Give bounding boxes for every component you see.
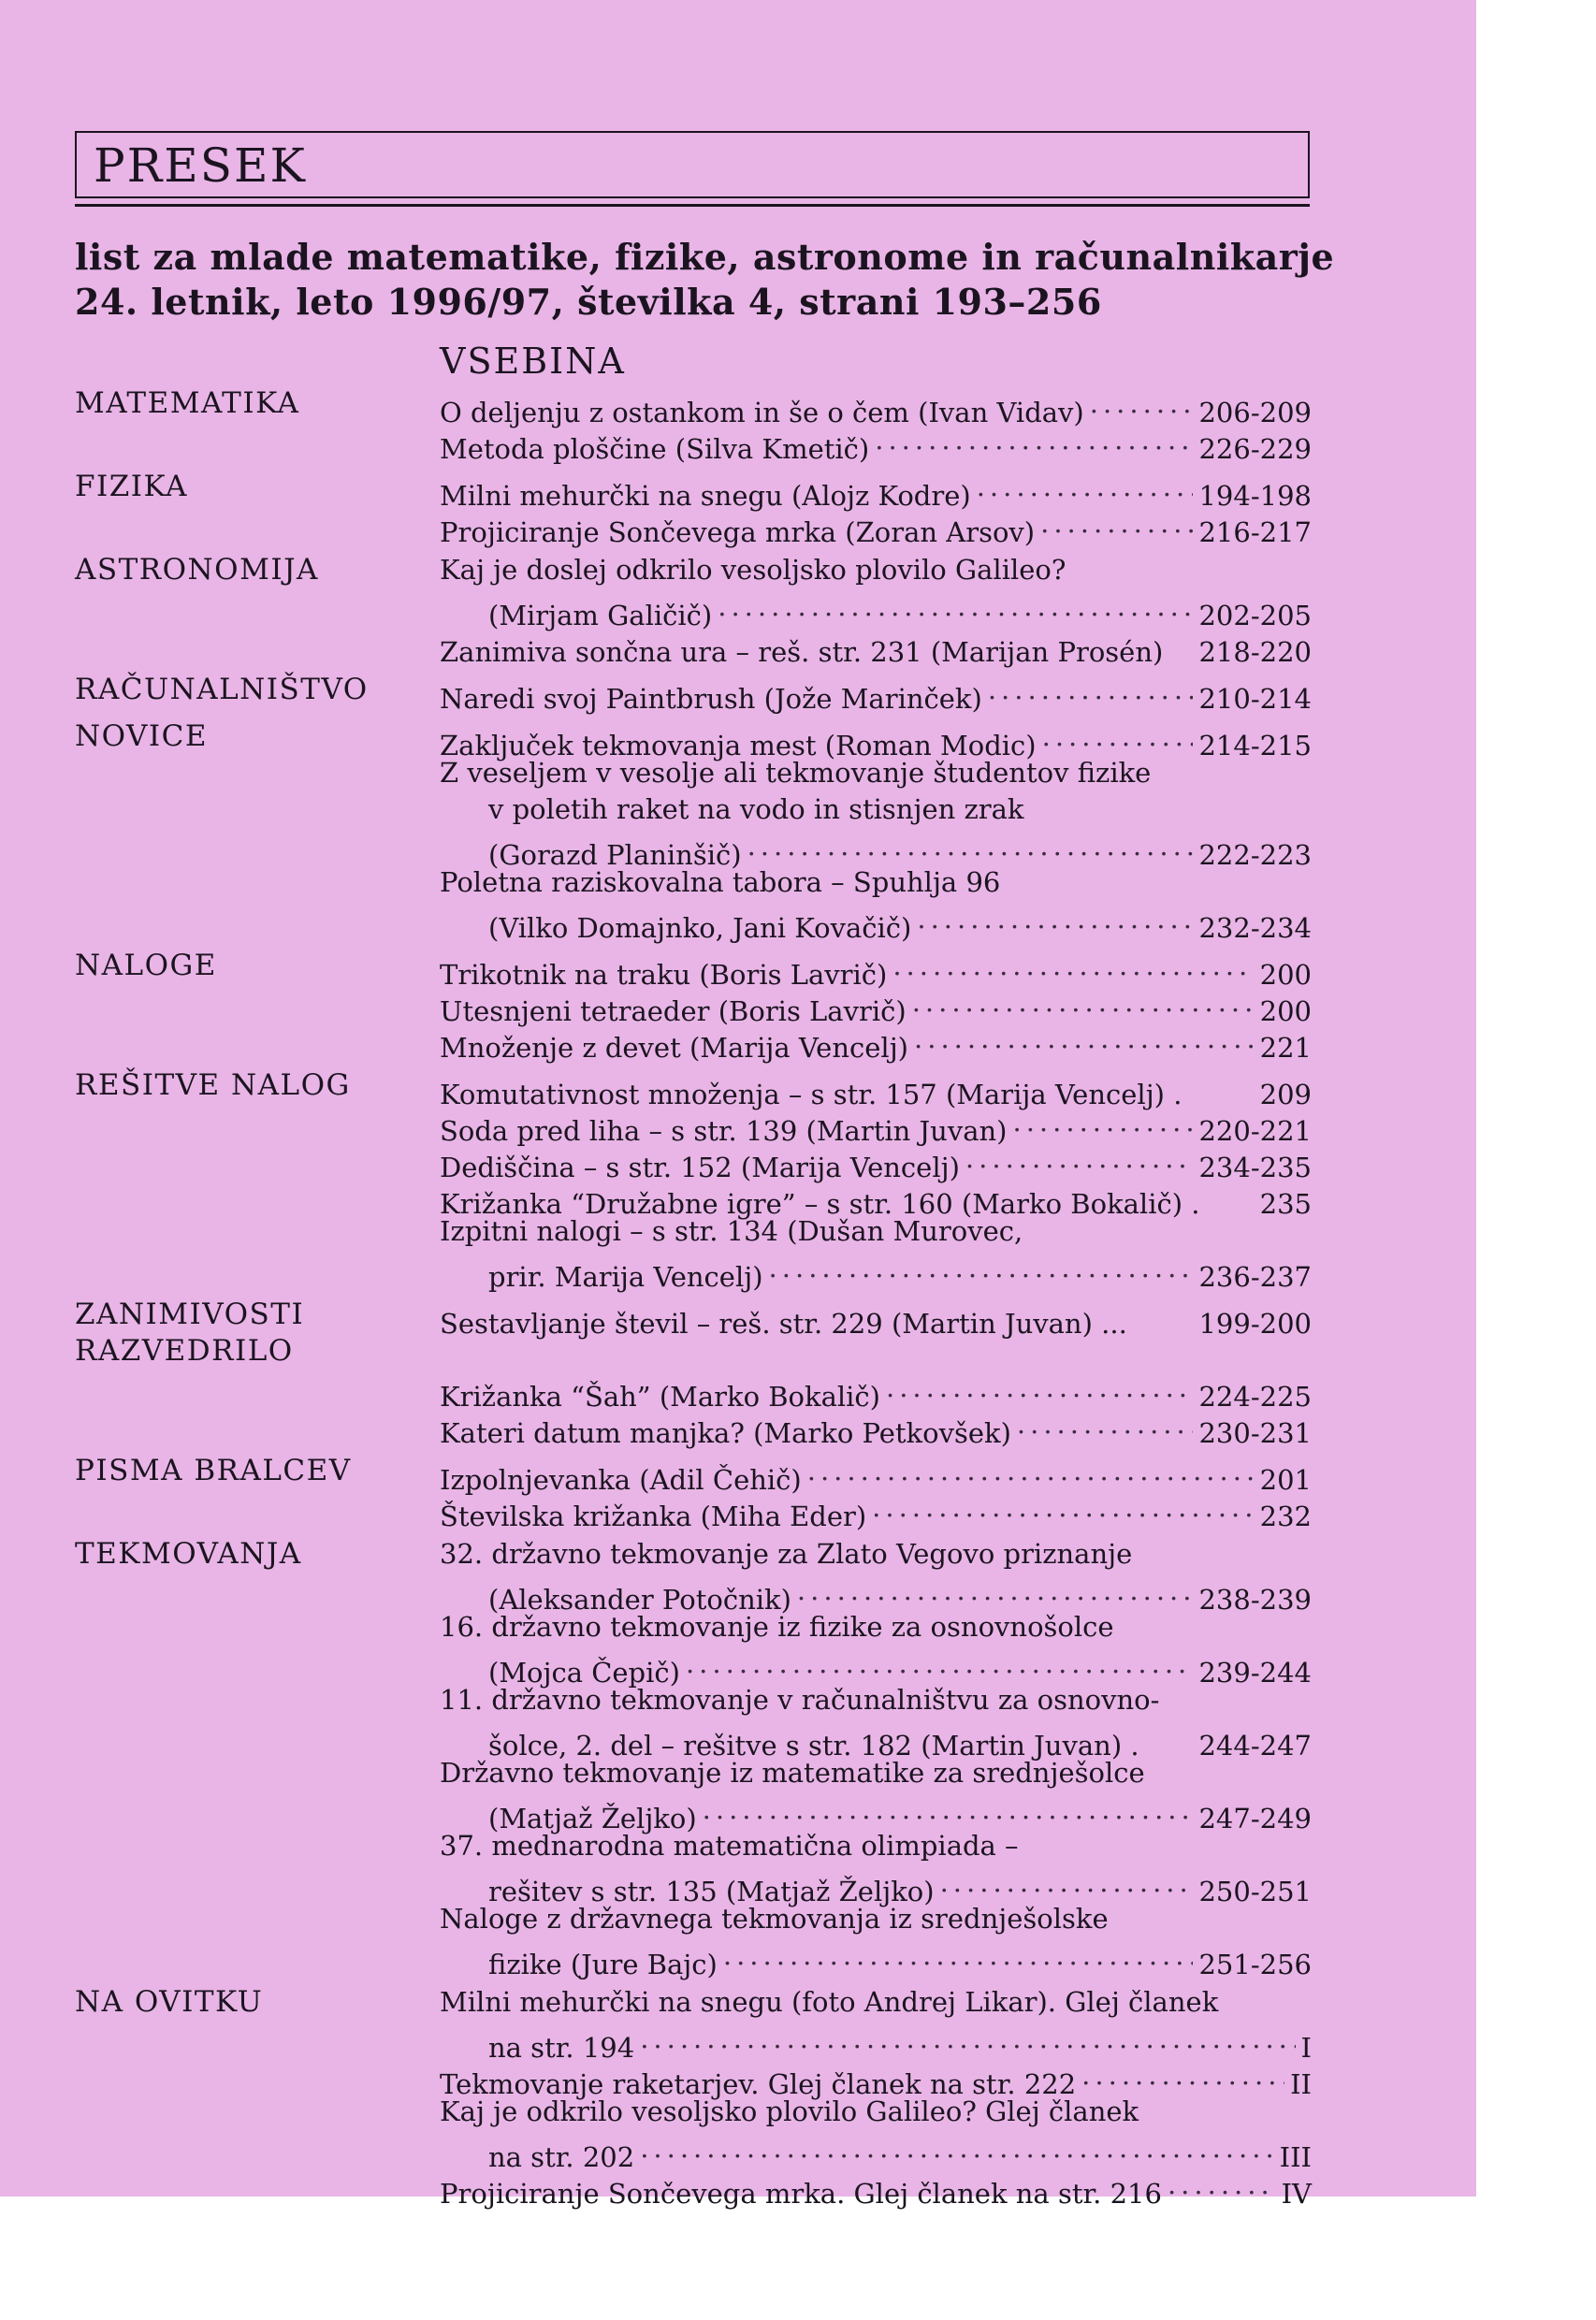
dot-leader [1040, 505, 1193, 542]
page-range: 210-214 [1198, 683, 1312, 715]
toc-row [75, 552, 1312, 631]
page-range: 247-249 [1198, 1803, 1312, 1834]
toc-row [75, 1177, 1312, 1220]
page-range: 216-217 [1198, 516, 1312, 548]
section-label: ZANIMIVOSTI [75, 1298, 305, 1331]
dot-leader [977, 469, 1194, 505]
entry-line [440, 505, 1312, 548]
entry-title-text: Milni mehurčki na snegu (foto Andrej Likar). Glej članek [440, 1986, 1219, 2018]
page-range: 230-231 [1198, 1417, 1312, 1449]
entry-title-text: Izpolnjevanka (Adil Čehič) [440, 1464, 802, 1496]
entry-title-text: 16. državno tekmovanje iz fizike za osnovnošolce [440, 1611, 1114, 1643]
dot-leader [723, 1937, 1194, 1974]
dot-leader [917, 901, 1193, 937]
page-range: 206-209 [1198, 397, 1312, 428]
page-range: 224-225 [1198, 1381, 1312, 1413]
toc-entry [440, 505, 1312, 548]
entry-title-text: Številska križanka (Miha Eder) [440, 1501, 867, 1532]
toc-entry [440, 1067, 1312, 1110]
entry-line [440, 1682, 1312, 1718]
dot-leader [1090, 385, 1194, 422]
toc-entry [440, 672, 1312, 715]
dot-leader [1042, 718, 1194, 755]
entry-line [440, 1791, 1312, 1834]
entry-line [440, 1177, 1312, 1220]
toc-entry [440, 1828, 1312, 1907]
entry-title-text: Državno tekmovanje iz matematike za srednješolce [440, 1757, 1145, 1789]
entry-line [440, 1140, 1312, 1183]
section-label: PISMA BRALCEV [75, 1454, 352, 1487]
section-label: MATEMATIKA [75, 386, 300, 420]
page-range: 226-229 [1198, 433, 1312, 465]
entry-line [440, 2021, 1312, 2064]
toc-row [75, 2094, 1312, 2173]
page-range: 202-205 [1198, 600, 1312, 631]
toc-row [75, 1213, 1312, 1293]
entry-line [440, 864, 1312, 901]
toc-row [75, 1536, 1312, 1616]
entry-line [440, 1609, 1312, 1646]
entry-line [440, 1536, 1312, 1573]
entry-title-text: Z veseljem v vesolje ali tekmovanje študentov fizike [440, 757, 1152, 789]
entry-line [440, 469, 1312, 512]
entry-title-text: Sestavljanje števil – reš. str. 229 (Martin Juvan) ... [440, 1308, 1127, 1340]
toc-entry [440, 2167, 1312, 2210]
entry-title-text: Križanka “Šah” (Marko Bokalič) [440, 1381, 880, 1413]
page-range: III [1279, 2141, 1312, 2173]
entry-title-text: 37. mednarodna matematična olimpiada – [440, 1830, 1019, 1862]
entry-title-text: Komutativnost množenja – s str. 157 (Marija Vencelj) . [440, 1079, 1182, 1110]
dot-leader [1017, 1406, 1194, 1443]
entry-line [440, 588, 1312, 631]
dot-leader [914, 1021, 1255, 1057]
entry-title-text: fizike (Jure Bajc) [488, 1949, 718, 1980]
entry-title-text: Kaj je doslej odkrilo vesoljsko plovilo Galileo? [440, 554, 1066, 586]
page-range: 200 [1259, 959, 1312, 991]
toc-entry [440, 1213, 1312, 1293]
entry-line [440, 1067, 1312, 1110]
entry-line [440, 755, 1312, 791]
toc-row [75, 625, 1312, 668]
entry-line [440, 1406, 1312, 1449]
toc-entry [440, 1453, 1312, 1496]
section-label: RAZVEDRILO [75, 1334, 294, 1368]
entry-title-text: Zaključek tekmovanja mest (Roman Modic) [440, 730, 1037, 761]
page-range: 221 [1259, 1032, 1312, 1064]
entry-title-text: Milni mehurčki na snegu (Alojz Kodre) [440, 480, 971, 512]
entry-title-text: šolce, 2. del – rešitve s str. 182 (Martin Juvan) . [488, 1730, 1139, 1762]
entry-title-text: na str. 194 [488, 2032, 635, 2064]
toc-entry [440, 1140, 1312, 1183]
dot-leader [718, 588, 1193, 625]
toc-entry [440, 1104, 1312, 1147]
section-label: NOVICE [75, 719, 208, 753]
entry-title-text: (Matjaž Željko) [488, 1803, 697, 1834]
dot-leader [747, 828, 1194, 864]
entry-line [440, 1104, 1312, 1147]
toc-row [75, 1682, 1312, 1762]
toc-entry [440, 1609, 1312, 1689]
entry-line [440, 1250, 1312, 1293]
toc-row [75, 672, 1312, 715]
entry-title-text: Izpitni nalogi – s str. 134 (Dušan Murovec, [440, 1215, 1023, 1247]
toc-entry [440, 1682, 1312, 1762]
page-range: 222-223 [1198, 839, 1312, 871]
entry-line [440, 1021, 1312, 1064]
toc-entry [440, 755, 1312, 871]
entry-title-text: Množenje z devet (Marija Vencelj) [440, 1032, 909, 1064]
toc-entry [440, 864, 1312, 944]
page-range: 236-237 [1198, 1261, 1312, 1293]
dot-leader [875, 422, 1193, 458]
page-range: 239-244 [1198, 1657, 1312, 1689]
toc-row [75, 1901, 1312, 1980]
entry-line [440, 901, 1312, 944]
toc-row [75, 948, 1312, 991]
dot-leader [940, 1864, 1194, 1901]
toc-entry [440, 1489, 1312, 1532]
entry-line [440, 1864, 1312, 1907]
page-range: 214-215 [1198, 730, 1312, 761]
toc-row [75, 984, 1312, 1027]
toc-row [75, 1067, 1312, 1110]
page-range: 218-220 [1198, 636, 1312, 668]
entry-line [440, 948, 1312, 991]
toc-entry [440, 469, 1312, 512]
dot-leader [640, 2130, 1273, 2167]
toc-entry [440, 948, 1312, 991]
entry-line [440, 1718, 1312, 1762]
entry-title-text: Trikotnik na traku (Boris Lavrič) [440, 959, 888, 991]
entry-title-text: Kateri datum manjka? (Marko Petkovšek) [440, 1417, 1011, 1449]
toc-row [75, 385, 1312, 428]
dot-leader [703, 1791, 1194, 1828]
page-range: IV [1281, 2178, 1312, 2210]
page-range: 209 [1259, 1079, 1312, 1110]
entry-line [440, 1370, 1312, 1413]
masthead-rule [75, 204, 1310, 207]
entry-title-text: Poletna raziskovalna tabora – Spuhlja 96 [440, 866, 1001, 898]
entry-title-text: Naredi svoj Paintbrush (Jože Marinček) [440, 683, 982, 715]
entry-title-text: prir. Marija Vencelj) [488, 1261, 763, 1293]
toc-row [75, 469, 1312, 512]
entry-title-text: (Gorazd Planinšič) [488, 839, 742, 871]
toc-row [75, 1370, 1312, 1413]
entry-line [440, 1755, 1312, 1791]
dot-leader [807, 1453, 1255, 1489]
page-range: 199-200 [1198, 1308, 1312, 1340]
entry-title-text: Kaj je odkrilo vesoljsko plovilo Galileo? Glej članek [440, 2095, 1139, 2127]
entry-line [440, 2167, 1312, 2210]
entry-line [440, 2130, 1312, 2173]
toc-entry [440, 1984, 1312, 2064]
entry-title-text: (Mojca Čepič) [488, 1657, 680, 1689]
table-of-contents [75, 385, 1312, 2210]
entry-line [440, 1573, 1312, 1616]
entry-line [440, 1984, 1312, 2021]
toc-entry [440, 1177, 1312, 1220]
section-label: NALOGE [75, 949, 217, 982]
page-range: II [1290, 2068, 1312, 2100]
toc-entry [440, 1021, 1312, 1064]
entry-title-text: (Vilko Domajnko, Jani Kovačič) [488, 912, 912, 944]
toc-row [75, 1104, 1312, 1147]
page-range: 200 [1259, 995, 1312, 1027]
entry-title-text: Križanka “Družabne igre” – s str. 160 (Marko Bokalič) . [440, 1188, 1200, 1220]
entry-line [440, 1828, 1312, 1864]
page-range: 251-256 [1198, 1949, 1312, 1980]
page-range: 250-251 [1198, 1876, 1312, 1907]
toc-entry [440, 385, 1312, 428]
entry-title-text: 32. državno tekmovanje za Zlato Vegovo priznanje [440, 1538, 1133, 1570]
dot-leader [640, 2021, 1295, 2057]
entry-line [440, 718, 1312, 761]
dot-leader [886, 1370, 1194, 1406]
page-range: 244-247 [1198, 1730, 1312, 1762]
entry-line [440, 1901, 1312, 1937]
dot-leader [769, 1250, 1194, 1286]
toc-row [75, 2167, 1312, 2210]
entry-line [440, 2094, 1312, 2130]
toc-entry [440, 2057, 1312, 2100]
section-label: FIZIKA [75, 470, 188, 503]
toc-row [75, 2057, 1312, 2100]
toc-entry [440, 1370, 1312, 1413]
page-range: 238-239 [1198, 1584, 1312, 1616]
toc-row [75, 505, 1312, 548]
entry-line [440, 385, 1312, 428]
page-range: 234-235 [1198, 1152, 1312, 1183]
dot-leader [1081, 2057, 1284, 2094]
toc-entry [440, 1755, 1312, 1834]
entry-title-text: Utesnjeni tetraeder (Boris Lavrič) [440, 995, 907, 1027]
dot-leader [686, 1646, 1194, 1682]
toc-entry [440, 552, 1312, 631]
entry-title-text: Naloge z državnega tekmovanja iz srednješolske [440, 1903, 1109, 1935]
entry-line [440, 1453, 1312, 1496]
dot-leader [797, 1573, 1194, 1609]
toc-row [75, 1297, 1312, 1370]
section-label: RAČUNALNIŠTVO [75, 673, 369, 706]
entry-title-text: Projiciranje Sončevega mrka (Zoran Arsov) [440, 516, 1036, 548]
dot-leader [892, 948, 1254, 984]
dot-leader [965, 1140, 1194, 1177]
entry-line [440, 1646, 1312, 1689]
journal-title: PRESEK [94, 138, 307, 193]
entry-title-text: 11. državno tekmovanje v računalništvu za osnovno- [440, 1684, 1160, 1716]
toc-row [75, 1755, 1312, 1834]
entry-line [440, 1213, 1312, 1250]
entry-line [440, 552, 1312, 588]
entry-title-text: Projiciranje Sončevega mrka. Glej članek na str. 216 [440, 2178, 1162, 2210]
entry-title-text: rešitev s str. 135 (Matjaž Željko) [488, 1876, 935, 1907]
page-range: 220-221 [1198, 1115, 1312, 1147]
entry-title-text: Metoda ploščine (Silva Kmetič) [440, 433, 870, 465]
toc-row [75, 864, 1312, 944]
toc-row [75, 1984, 1312, 2064]
section-label: NA OVITKU [75, 1985, 264, 2019]
toc-entry [440, 1297, 1312, 1340]
toc-entry [440, 984, 1312, 1027]
toc-row [75, 1453, 1312, 1496]
toc-entry [440, 1901, 1312, 1980]
subtitle-line-1: list za mlade matematike, fizike, astronome in računalnikarje [75, 236, 1335, 278]
entry-line [440, 672, 1312, 715]
entry-line [440, 828, 1312, 871]
entry-line [440, 422, 1312, 465]
dot-leader [912, 984, 1255, 1021]
entry-line [440, 791, 1312, 828]
entry-line [440, 1937, 1312, 1980]
entry-title-text: Soda pred liha – s str. 139 (Martin Juvan) [440, 1115, 1008, 1147]
page-range: 235 [1259, 1188, 1312, 1220]
entry-title-text: O deljenju z ostankom in še o čem (Ivan Vidav) [440, 397, 1084, 428]
entry-line [440, 1297, 1312, 1340]
page-range: 232-234 [1198, 912, 1312, 944]
toc-row [75, 1021, 1312, 1064]
toc-row [75, 1489, 1312, 1532]
page-range: I [1300, 2032, 1312, 2064]
entry-title-text: Dediščina – s str. 152 (Marija Vencelj) [440, 1152, 960, 1183]
dot-leader [988, 672, 1194, 708]
toc-entry [440, 422, 1312, 465]
section-label: TEKMOVANJA [75, 1537, 302, 1571]
contents-heading: VSEBINA [440, 341, 626, 382]
entry-line [440, 1489, 1312, 1532]
entry-line [440, 984, 1312, 1027]
entry-title-text: Tekmovanje raketarjev. Glej članek na str. 222 [440, 2068, 1077, 2100]
dot-leader [872, 1489, 1254, 1526]
entry-title-text: v poletih raket na vodo in stisnjen zrak [488, 793, 1024, 825]
page-range: 232 [1259, 1501, 1312, 1532]
entry-line [440, 625, 1312, 668]
toc-row [75, 1406, 1312, 1449]
toc-entry [440, 2094, 1312, 2173]
toc-row [75, 1609, 1312, 1689]
entry-title-text: na str. 202 [488, 2141, 635, 2173]
entry-line [440, 2057, 1312, 2100]
subtitle-line-2: 24. letnik, leto 1996/97, številka 4, strani 193–256 [75, 281, 1102, 323]
toc-row [75, 1140, 1312, 1183]
toc-row [75, 422, 1312, 465]
page-range: 201 [1259, 1464, 1312, 1496]
entry-title-text: Zanimiva sončna ura – reš. str. 231 (Marijan Prosén) [440, 636, 1164, 668]
toc-row [75, 1828, 1312, 1907]
section-label: REŠITVE NALOG [75, 1068, 351, 1102]
dot-leader [1013, 1104, 1194, 1140]
section-label: ASTRONOMIJA [75, 553, 319, 587]
toc-row [75, 755, 1312, 871]
masthead-box [75, 131, 1310, 198]
toc-row [75, 718, 1312, 761]
toc-entry [440, 1406, 1312, 1449]
dot-leader [1168, 2167, 1276, 2203]
toc-entry [440, 625, 1312, 668]
entry-title-text: (Mirjam Galičič) [488, 600, 713, 631]
toc-entry [440, 718, 1312, 761]
page-range: 194-198 [1198, 480, 1312, 512]
toc-entry [440, 1536, 1312, 1616]
entry-title-text: (Aleksander Potočnik) [488, 1584, 791, 1616]
